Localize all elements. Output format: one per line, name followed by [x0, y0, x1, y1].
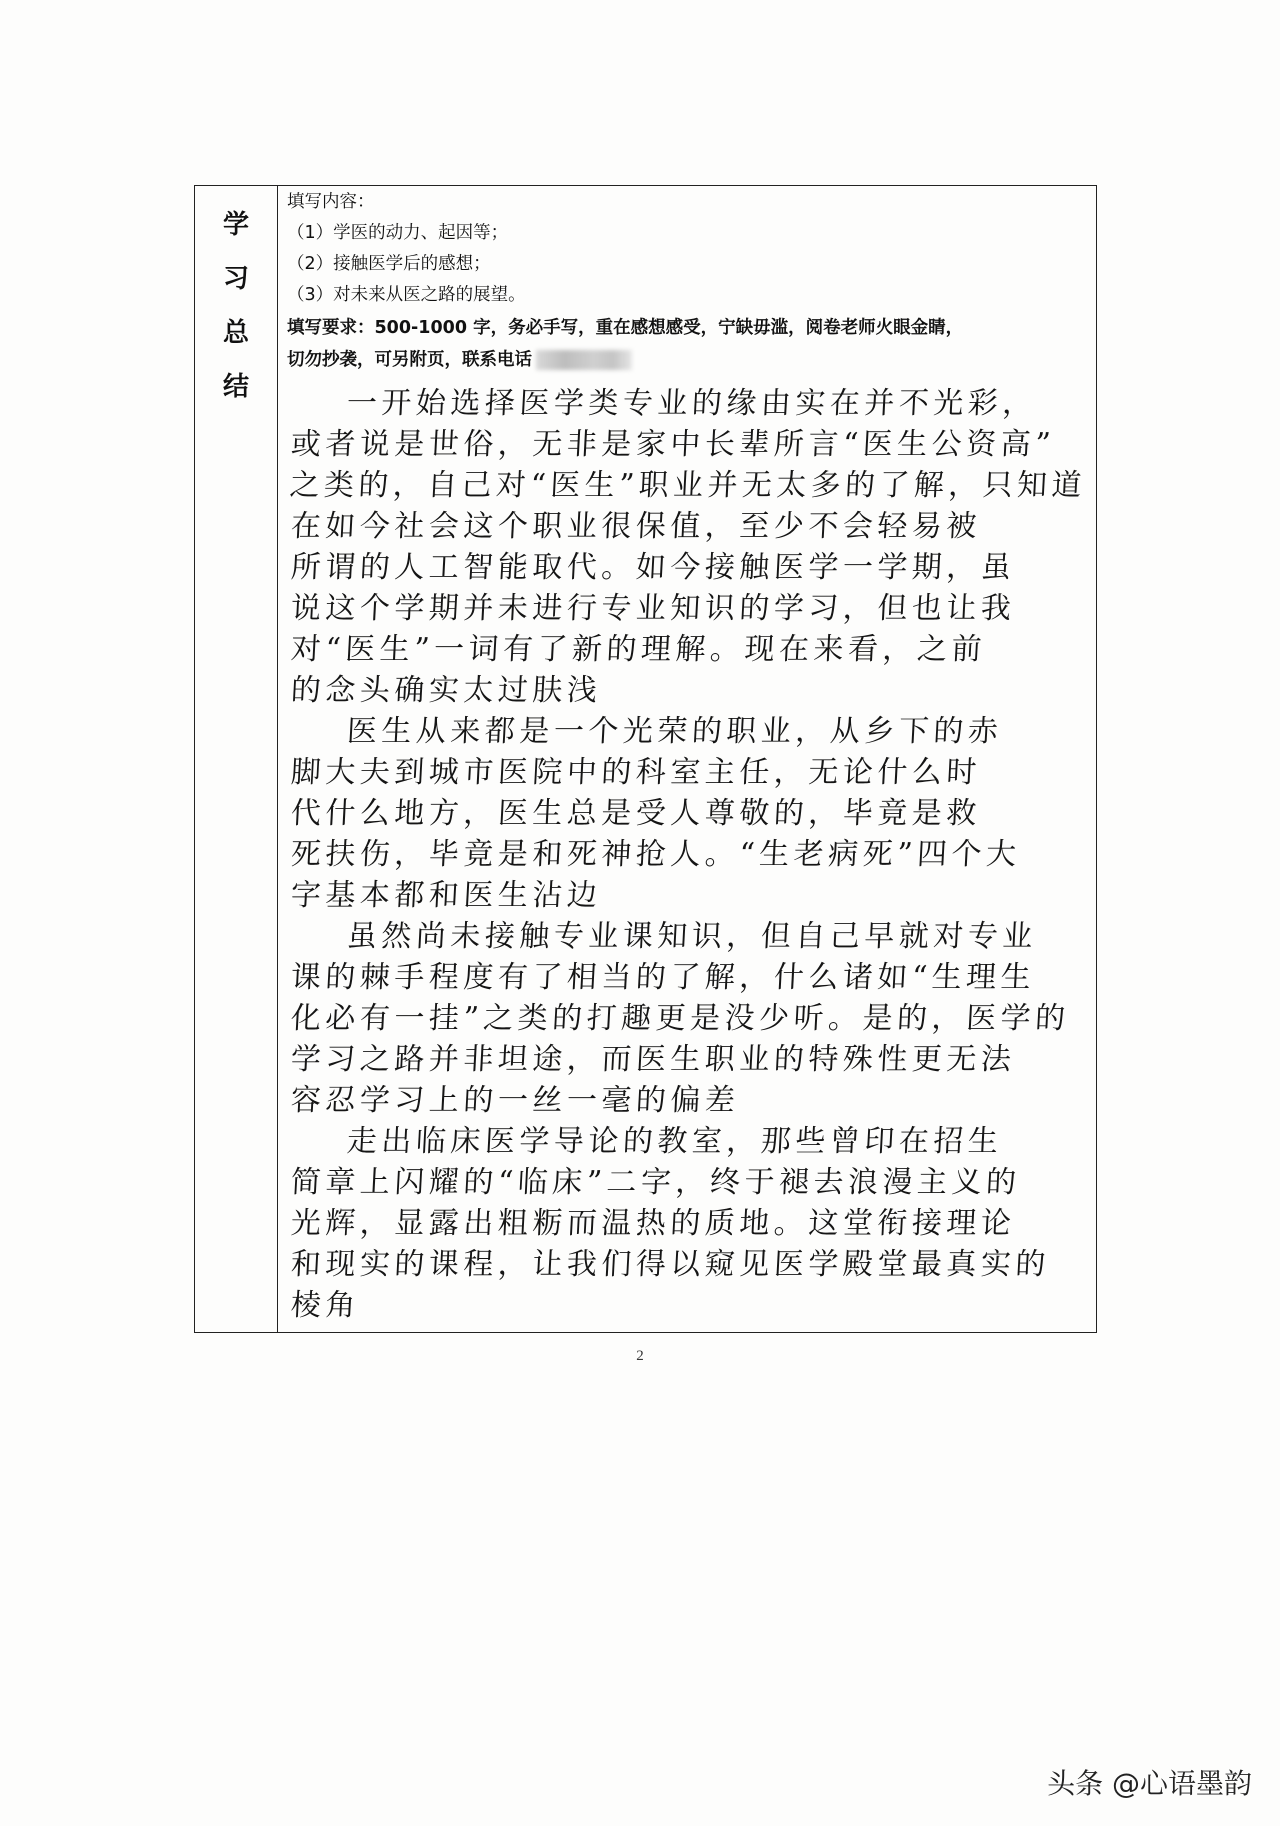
- essay-line: 棱角: [289, 1288, 361, 1323]
- essay-line: 医生从来都是一个光荣的职业，从乡下的赤: [345, 714, 1004, 749]
- section-label-char: 学: [222, 210, 249, 240]
- essay-line: 容忍学习上的一丝一毫的偏差: [289, 1083, 741, 1118]
- essay-line: 的念头确实太过肤浅: [289, 673, 603, 708]
- section-label-char: 总: [222, 318, 249, 348]
- instruction-item: （3）对未来从医之路的展望。: [287, 285, 526, 305]
- requirement-text: 切勿抄袭，可另附页，联系电话: [287, 350, 532, 370]
- instruction-item: （2）接触医学后的感想；: [287, 254, 491, 274]
- essay-line: 字基本都和医生沾边: [289, 878, 603, 913]
- essay-line: 光辉，显露出粗粝而温热的质地。这堂衔接理论: [289, 1206, 1017, 1241]
- essay-line: 和现实的课程，让我们得以窥见医学殿堂最真实的: [289, 1247, 1051, 1282]
- essay-line: 走出临床医学导论的教室，那些曾印在招生: [345, 1124, 1004, 1159]
- essay-line: 代什么地方，医生总是受人尊敬的，毕竟是救: [289, 796, 982, 831]
- essay-line: 虽然尚未接触专业课知识，但自己早就对专业: [345, 919, 1038, 954]
- essay-line: 脚大夫到城市医院中的科室主任，无论什么时: [289, 755, 982, 790]
- essay-line: 课的棘手程度有了相当的了解，什么诸如“生理生: [289, 960, 1037, 995]
- essay-line: 所谓的人工智能取代。如今接触医学一学期，虽: [289, 550, 1017, 585]
- requirement-line: 填写要求：500-1000 字，务必手写，重在感想感受，宁缺毋滥，阅卷老师火眼金睛，: [287, 318, 964, 338]
- content-cell: [287, 186, 1090, 1332]
- essay-line: 化必有一挂”之类的打趣更是没少听。是的，医学的: [289, 1001, 1071, 1036]
- essay-line: 或者说是世俗，无非是家中长辈所言“医生公资高”: [289, 427, 1056, 462]
- summary-table: [194, 185, 1097, 1333]
- page-number: 2: [636, 1348, 644, 1364]
- redacted-phone: [536, 350, 632, 370]
- essay-line: 简章上闪耀的“临床”二字，终于褪去浪漫主义的: [289, 1165, 1022, 1200]
- instruction-item: （1）学医的动力、起因等；: [287, 223, 509, 243]
- requirement-line-2: [287, 346, 632, 371]
- section-label-column: [195, 186, 278, 1332]
- essay-line: 学习之路并非坦途，而医生职业的特殊性更无法: [289, 1042, 1017, 1077]
- section-label-char: 习: [222, 264, 249, 294]
- essay-line: 说这个学期并未进行专业知识的学习，但也让我: [289, 591, 1017, 626]
- section-label-char: 结: [222, 372, 249, 402]
- essay-line: 在如今社会这个职业很保值，至少不会轻易被: [289, 509, 982, 544]
- essay-line: 对“医生”一词有了新的理解。现在来看，之前: [289, 632, 987, 667]
- instructions-heading: 填写内容：: [287, 192, 375, 212]
- essay-line: 死扶伤，毕竟是和死神抢人。“生老病死”四个大: [289, 837, 1022, 872]
- watermark: 头条 @心语墨韵: [1047, 1767, 1252, 1800]
- essay-line: 一开始选择医学类专业的缘由实在并不光彩，: [345, 386, 1038, 421]
- essay-line: 之类的，自己对“医生”职业并无太多的了解，只知道: [288, 468, 1087, 503]
